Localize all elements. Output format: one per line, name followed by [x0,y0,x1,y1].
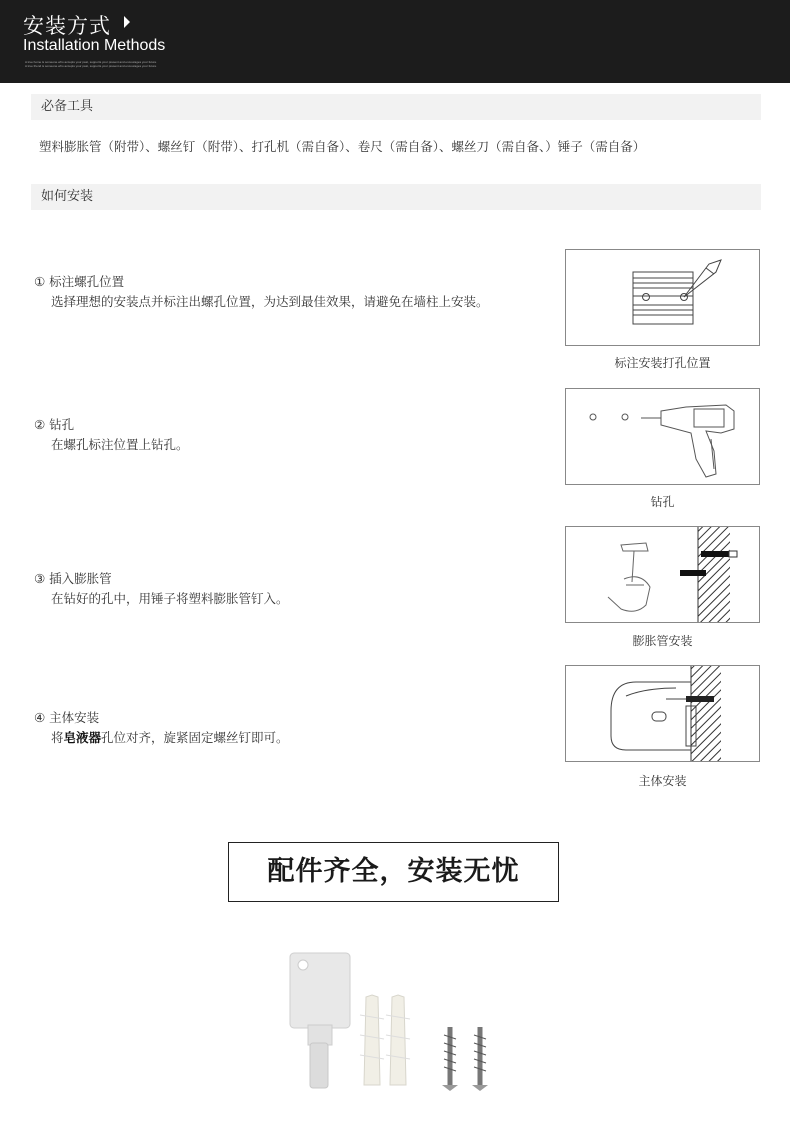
page-header [0,0,790,83]
step-4-desc-pre: 将 [51,730,64,745]
header-arrow-icon [124,16,130,28]
step-1-illustration [565,249,760,346]
header-title-cn: 安装方式 [23,14,111,38]
step-1-desc: 选择理想的安装点并标注出螺孔位置，为达到最佳效果，请避免在墙柱上安装。 [51,294,489,309]
step-2-desc: 在螺孔标注位置上钻孔。 [51,437,189,452]
step-4-caption: 主体安装 [638,774,687,788]
step-1-caption: 标注安装打孔位置 [614,356,711,370]
header-tagline-2: A true friend is someone who accepts your past, supports your present and encourages your future [25,64,157,68]
step-3-illustration [565,526,760,623]
wall-plug-icon [360,995,410,1085]
step-2-illustration [565,388,760,485]
tools-list: 塑料膨胀管（附带）、螺丝钉（附带）、打孔机（需自备）、卷尺（需自备）、螺丝刀（需自备、）锤子（需自备） [39,139,646,154]
header-tagline-1: A true home is someone who accepts your past, supports your present and encourages your future [25,60,157,64]
step-4-desc-bold: 皂液器 [63,730,102,745]
slogan-box: 配件齐全，安装无忧 [228,842,559,902]
step-4-title: ④ 主体安装 [34,710,100,725]
tools-heading: 必备工具 [31,94,761,120]
step-3-caption: 膨胀管安装 [632,634,693,648]
header-title-en: Installation Methods [23,37,166,54]
step-4-desc-post: 孔位对齐，旋紧固定螺丝钉即可。 [101,730,289,745]
step-4-desc [51,728,289,746]
step-2-caption: 钻孔 [650,495,675,509]
step-3-title: ③ 插入膨胀管 [34,571,112,586]
step-1-title: ① 标注螺孔位置 [34,274,125,289]
step-2-title: ② 钻孔 [34,417,75,432]
howto-heading: 如何安装 [31,184,761,210]
step-3-desc: 在钻好的孔中，用锤子将塑料膨胀管钉入。 [51,591,289,606]
step-4-illustration [565,665,760,762]
key-icon [290,953,350,1088]
screw-icon [442,1027,488,1091]
accessories-image [280,945,510,1095]
